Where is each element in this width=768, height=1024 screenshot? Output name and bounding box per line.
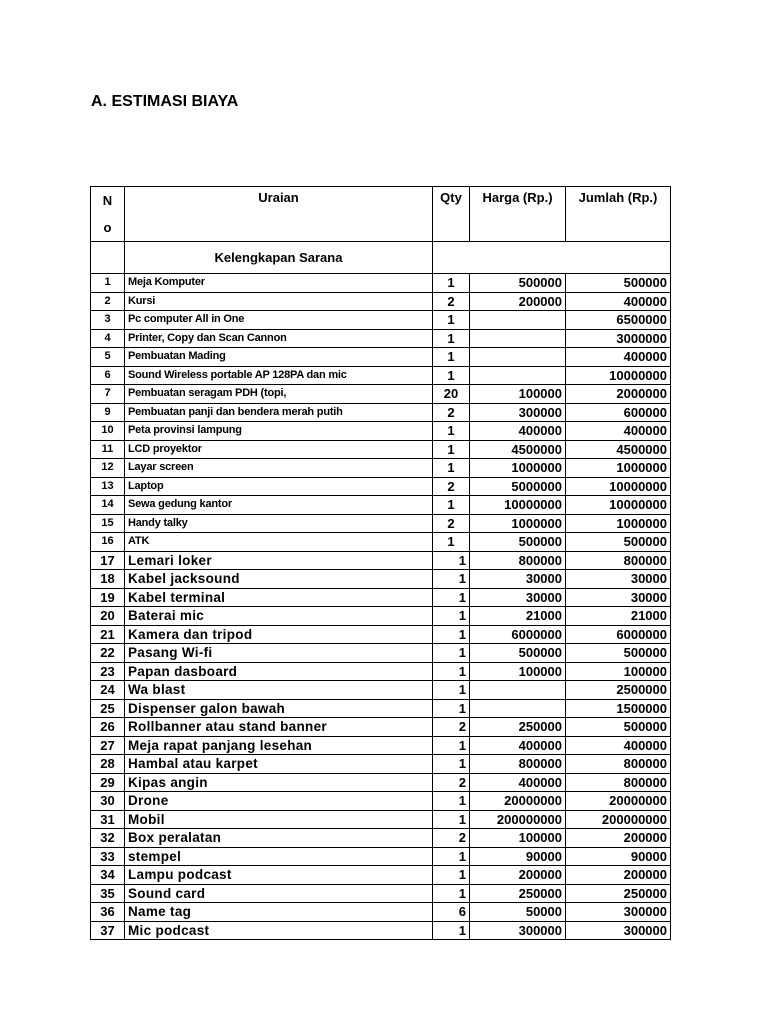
row-uraian: Sound Wireless portable AP 128PA dan mic — [125, 366, 433, 385]
row-uraian: Sound card — [125, 884, 433, 903]
row-jumlah: 30000 — [566, 588, 671, 607]
row-no: 5 — [91, 348, 125, 367]
row-uraian: Kipas angin — [125, 773, 433, 792]
row-no: 22 — [91, 644, 125, 663]
row-harga: 250000 — [470, 718, 566, 737]
row-qty: 6 — [433, 903, 470, 922]
row-harga: 90000 — [470, 847, 566, 866]
row-no: 30 — [91, 792, 125, 811]
row-qty: 1 — [433, 699, 470, 718]
row-no: 24 — [91, 681, 125, 700]
row-uraian: Baterai mic — [125, 607, 433, 626]
row-jumlah: 10000000 — [566, 496, 671, 515]
row-jumlah: 6500000 — [566, 311, 671, 330]
row-harga — [470, 348, 566, 367]
table-row — [91, 792, 671, 811]
row-qty: 2 — [433, 773, 470, 792]
row-qty: 2 — [433, 718, 470, 737]
row-no: 29 — [91, 773, 125, 792]
row-uraian: Sewa gedung kantor — [125, 496, 433, 515]
row-qty: 1 — [433, 329, 470, 348]
table-row — [91, 699, 671, 718]
row-no: 27 — [91, 736, 125, 755]
row-jumlah: 10000000 — [566, 477, 671, 496]
row-qty: 1 — [433, 348, 470, 367]
row-jumlah: 250000 — [566, 884, 671, 903]
row-harga: 400000 — [470, 422, 566, 441]
row-jumlah: 20000000 — [566, 792, 671, 811]
row-harga — [470, 329, 566, 348]
row-uraian: Wa blast — [125, 681, 433, 700]
row-qty: 1 — [433, 921, 470, 940]
row-uraian: Rollbanner atau stand banner — [125, 718, 433, 737]
row-qty: 2 — [433, 514, 470, 533]
row-no: 35 — [91, 884, 125, 903]
row-harga: 400000 — [470, 773, 566, 792]
row-harga — [470, 699, 566, 718]
table-row — [91, 718, 671, 737]
header-jumlah: Jumlah (Rp.) — [566, 187, 671, 242]
table-row — [91, 348, 671, 367]
row-qty: 1 — [433, 810, 470, 829]
row-uraian: stempel — [125, 847, 433, 866]
row-jumlah: 200000 — [566, 829, 671, 848]
header-no-line1: N — [102, 193, 113, 208]
table-row — [91, 422, 671, 441]
row-jumlah: 400000 — [566, 422, 671, 441]
row-qty: 1 — [433, 440, 470, 459]
table-row — [91, 385, 671, 404]
row-jumlah: 800000 — [566, 755, 671, 774]
row-harga: 400000 — [470, 736, 566, 755]
row-no: 36 — [91, 903, 125, 922]
row-harga: 30000 — [470, 588, 566, 607]
row-no: 11 — [91, 440, 125, 459]
row-no: 26 — [91, 718, 125, 737]
row-no: 33 — [91, 847, 125, 866]
table-row — [91, 514, 671, 533]
row-qty: 1 — [433, 459, 470, 478]
row-qty: 1 — [433, 736, 470, 755]
section-title: A. ESTIMASI BIAYA — [91, 93, 239, 110]
row-uraian: Dispenser galon bawah — [125, 699, 433, 718]
row-no: 37 — [91, 921, 125, 940]
row-no: 19 — [91, 588, 125, 607]
row-no: 13 — [91, 477, 125, 496]
row-qty: 1 — [433, 644, 470, 663]
row-qty: 1 — [433, 662, 470, 681]
header-uraian: Uraian — [125, 187, 433, 242]
row-uraian: ATK — [125, 533, 433, 552]
row-no: 2 — [91, 292, 125, 311]
row-jumlah: 200000 — [566, 866, 671, 885]
row-uraian: Lemari loker — [125, 551, 433, 570]
row-uraian: LCD proyektor — [125, 440, 433, 459]
table-row — [91, 366, 671, 385]
row-qty: 1 — [433, 551, 470, 570]
row-jumlah: 200000000 — [566, 810, 671, 829]
section-empty-cell — [433, 242, 671, 274]
row-qty: 1 — [433, 274, 470, 293]
row-harga: 300000 — [470, 403, 566, 422]
table-row — [91, 311, 671, 330]
row-uraian: Pasang Wi-fi — [125, 644, 433, 663]
row-jumlah: 500000 — [566, 718, 671, 737]
row-no: 18 — [91, 570, 125, 589]
row-uraian: Pc computer All in One — [125, 311, 433, 330]
row-uraian: Pembuatan Mading — [125, 348, 433, 367]
row-harga: 20000000 — [470, 792, 566, 811]
row-harga: 500000 — [470, 533, 566, 552]
row-jumlah: 90000 — [566, 847, 671, 866]
row-no: 17 — [91, 551, 125, 570]
row-jumlah: 2500000 — [566, 681, 671, 700]
cost-estimate-table — [90, 186, 671, 940]
row-harga: 1000000 — [470, 459, 566, 478]
section-row — [91, 242, 671, 274]
row-harga: 50000 — [470, 903, 566, 922]
row-jumlah: 800000 — [566, 773, 671, 792]
row-uraian: Kursi — [125, 292, 433, 311]
row-uraian: Kamera dan tripod — [125, 625, 433, 644]
table-row — [91, 884, 671, 903]
row-qty: 1 — [433, 496, 470, 515]
row-jumlah: 300000 — [566, 903, 671, 922]
row-uraian: Pembuatan seragam PDH (topi, — [125, 385, 433, 404]
row-no: 31 — [91, 810, 125, 829]
row-no: 1 — [91, 274, 125, 293]
table-row — [91, 662, 671, 681]
row-uraian: Meja rapat panjang lesehan — [125, 736, 433, 755]
row-jumlah: 400000 — [566, 348, 671, 367]
row-no: 3 — [91, 311, 125, 330]
table-row — [91, 329, 671, 348]
row-harga: 500000 — [470, 274, 566, 293]
table-row — [91, 440, 671, 459]
table-row — [91, 755, 671, 774]
row-no: 12 — [91, 459, 125, 478]
table-row — [91, 588, 671, 607]
header-no — [91, 187, 125, 242]
row-uraian: Laptop — [125, 477, 433, 496]
row-harga: 100000 — [470, 829, 566, 848]
row-harga: 10000000 — [470, 496, 566, 515]
table-row — [91, 459, 671, 478]
row-no: 15 — [91, 514, 125, 533]
table-row — [91, 866, 671, 885]
row-jumlah: 3000000 — [566, 329, 671, 348]
table-row — [91, 810, 671, 829]
header-qty: Qty — [433, 187, 470, 242]
row-harga — [470, 681, 566, 700]
row-uraian: Kabel terminal — [125, 588, 433, 607]
table-row — [91, 292, 671, 311]
row-qty: 2 — [433, 477, 470, 496]
row-harga: 200000 — [470, 292, 566, 311]
table-row — [91, 477, 671, 496]
row-jumlah: 1000000 — [566, 459, 671, 478]
row-jumlah: 400000 — [566, 292, 671, 311]
row-uraian: Papan dasboard — [125, 662, 433, 681]
row-harga: 200000000 — [470, 810, 566, 829]
table-row — [91, 570, 671, 589]
row-jumlah: 1500000 — [566, 699, 671, 718]
table-row — [91, 274, 671, 293]
row-qty: 1 — [433, 533, 470, 552]
row-jumlah: 2000000 — [566, 385, 671, 404]
table-row — [91, 607, 671, 626]
row-uraian: Name tag — [125, 903, 433, 922]
row-no: 20 — [91, 607, 125, 626]
row-no: 10 — [91, 422, 125, 441]
row-harga: 5000000 — [470, 477, 566, 496]
row-uraian: Pembuatan panji dan bendera merah putih — [125, 403, 433, 422]
row-harga: 30000 — [470, 570, 566, 589]
row-qty: 2 — [433, 403, 470, 422]
table-row — [91, 736, 671, 755]
row-qty: 1 — [433, 625, 470, 644]
section-label: Kelengkapan Sarana — [125, 242, 433, 274]
row-no: 6 — [91, 366, 125, 385]
row-harga — [470, 366, 566, 385]
row-no: 9 — [91, 403, 125, 422]
table-row — [91, 644, 671, 663]
row-uraian: Layar screen — [125, 459, 433, 478]
row-uraian: Drone — [125, 792, 433, 811]
row-harga: 6000000 — [470, 625, 566, 644]
row-jumlah: 400000 — [566, 736, 671, 755]
row-uraian: Hambal atau karpet — [125, 755, 433, 774]
row-qty: 1 — [433, 792, 470, 811]
row-qty: 1 — [433, 681, 470, 700]
row-harga: 500000 — [470, 644, 566, 663]
row-harga: 100000 — [470, 385, 566, 404]
row-harga: 250000 — [470, 884, 566, 903]
table-row — [91, 681, 671, 700]
row-jumlah: 6000000 — [566, 625, 671, 644]
row-no: 23 — [91, 662, 125, 681]
row-harga: 4500000 — [470, 440, 566, 459]
row-qty: 1 — [433, 422, 470, 441]
row-uraian: Lampu podcast — [125, 866, 433, 885]
row-no: 21 — [91, 625, 125, 644]
row-qty: 1 — [433, 755, 470, 774]
row-jumlah: 1000000 — [566, 514, 671, 533]
row-qty: 1 — [433, 570, 470, 589]
table-row — [91, 903, 671, 922]
row-uraian: Handy talky — [125, 514, 433, 533]
row-harga: 800000 — [470, 755, 566, 774]
row-harga — [470, 311, 566, 330]
table-row — [91, 496, 671, 515]
row-uraian: Box peralatan — [125, 829, 433, 848]
row-harga: 21000 — [470, 607, 566, 626]
row-jumlah: 10000000 — [566, 366, 671, 385]
row-harga: 200000 — [470, 866, 566, 885]
row-qty: 20 — [433, 385, 470, 404]
row-no: 16 — [91, 533, 125, 552]
row-no: 4 — [91, 329, 125, 348]
row-jumlah: 500000 — [566, 533, 671, 552]
row-no: 7 — [91, 385, 125, 404]
row-no: 28 — [91, 755, 125, 774]
header-harga: Harga (Rp.) — [470, 187, 566, 242]
row-jumlah: 30000 — [566, 570, 671, 589]
row-uraian: Peta provinsi lampung — [125, 422, 433, 441]
row-uraian: Printer, Copy dan Scan Cannon — [125, 329, 433, 348]
row-harga: 100000 — [470, 662, 566, 681]
row-qty: 1 — [433, 588, 470, 607]
row-no: 14 — [91, 496, 125, 515]
table-row — [91, 773, 671, 792]
table-row — [91, 921, 671, 940]
row-jumlah: 600000 — [566, 403, 671, 422]
table-row — [91, 625, 671, 644]
row-qty: 1 — [433, 366, 470, 385]
header-no-line2: o — [103, 220, 112, 235]
row-jumlah: 800000 — [566, 551, 671, 570]
row-qty: 1 — [433, 847, 470, 866]
table-row — [91, 551, 671, 570]
table-row — [91, 403, 671, 422]
row-qty: 2 — [433, 292, 470, 311]
row-qty: 1 — [433, 311, 470, 330]
row-jumlah: 100000 — [566, 662, 671, 681]
section-no-cell — [91, 242, 125, 274]
row-jumlah: 4500000 — [566, 440, 671, 459]
row-qty: 1 — [433, 866, 470, 885]
row-uraian: Mobil — [125, 810, 433, 829]
row-no: 34 — [91, 866, 125, 885]
table-row — [91, 847, 671, 866]
row-qty: 2 — [433, 829, 470, 848]
table-row — [91, 829, 671, 848]
row-harga: 1000000 — [470, 514, 566, 533]
row-jumlah: 500000 — [566, 274, 671, 293]
table-row — [91, 533, 671, 552]
row-uraian: Kabel jacksound — [125, 570, 433, 589]
row-no: 25 — [91, 699, 125, 718]
row-uraian: Meja Komputer — [125, 274, 433, 293]
row-qty: 1 — [433, 884, 470, 903]
row-qty: 1 — [433, 607, 470, 626]
row-harga: 300000 — [470, 921, 566, 940]
row-uraian: Mic podcast — [125, 921, 433, 940]
row-jumlah: 300000 — [566, 921, 671, 940]
row-jumlah: 500000 — [566, 644, 671, 663]
row-jumlah: 21000 — [566, 607, 671, 626]
row-no: 32 — [91, 829, 125, 848]
table-header-row — [91, 187, 671, 242]
row-harga: 800000 — [470, 551, 566, 570]
